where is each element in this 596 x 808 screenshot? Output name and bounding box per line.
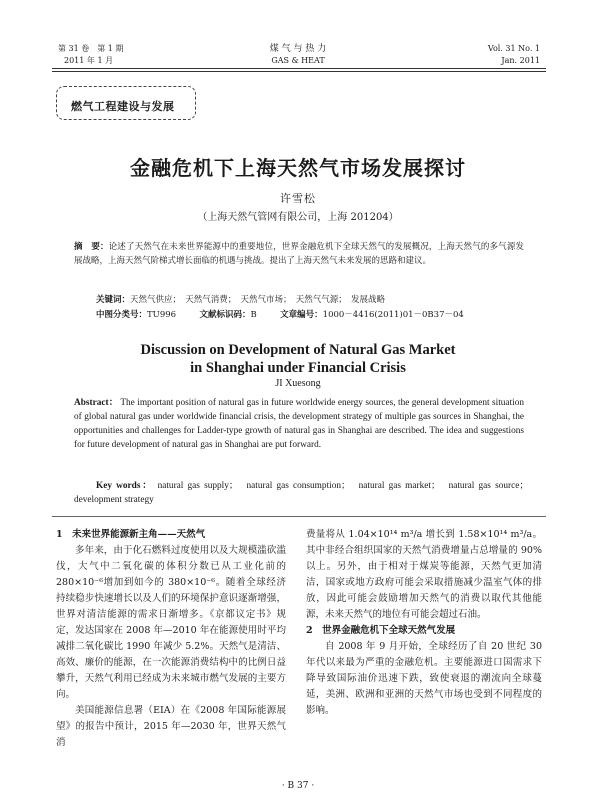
abstract-en-label: Abstract： (74, 398, 119, 408)
article-title-zh: 金融危机下上海天然气市场发展探讨 (130, 156, 466, 180)
doccode-label: 文献标识码： (199, 310, 251, 320)
clc-value: TU996 (147, 310, 177, 320)
header-journal-en: GAS & HEAT (271, 56, 325, 65)
header-rule-bottom (52, 71, 546, 72)
section-1-paragraph-3: 费量将从 1.04×10¹⁴ m³/a 增长到 1.58×10¹⁴ m³/a。其中非经合组织国家的天然气消费增量占总增量的 90%以上。另外，由于相对于煤炭等能源，天然气更加清洁，国家或地方政府可能会采取措施减少温室气体的排放，因此可能会鼓励增加天然气的消费以取代其他能源，未来天然气的地位有可能会超过石油。 (306, 529, 542, 620)
section-2-paragraph-1: 自 2008 年 9 月开始，全球经历了自 20 世纪 30 年代以来最为严重的金融危机。主要能源进口国需求下降导致国际油价迅速下跌，致使衰退的潮流向全球蔓延，美洲、欧洲和亚洲的天然气市场也受到不同程度的影响。 (306, 641, 542, 716)
keywords-en (74, 479, 534, 507)
author-en: JI Xuesong (275, 378, 321, 389)
classification-line (96, 308, 526, 322)
keywords-zh-text: 天然气供应； 天然气消费； 天然气市场； 天然气气源； 发展战略 (130, 295, 386, 305)
articleno-label: 文章编号： (280, 310, 323, 320)
header-volume: 第 31 卷 第 1 期 (58, 44, 124, 53)
affiliation-zh: （上海天然气管网有限公司，上海 201204） (197, 212, 399, 223)
clc-label: 中图分类号： (96, 310, 148, 320)
author-zh: 许雪松 (280, 192, 316, 205)
keywords-en-label: Key words： (96, 481, 154, 491)
header-date: 2011 年 1 月 (64, 56, 114, 65)
keywords-en-text: natural gas supply； natural gas consumption； natural gas market； natural gas source； development strategy (74, 481, 534, 505)
section-1-paragraph-2: 美国能源信息署（EIA）在《2008 年国际能源展望》的报告中预计，2015 年—2030 年，世界天然气消 (56, 705, 286, 748)
body-divider (52, 516, 546, 517)
body-column-right (306, 527, 542, 719)
abstract-zh-label: 摘 要： (74, 242, 109, 252)
abstract-en (74, 396, 524, 452)
abstract-zh-text: 论述了天然气在未来世界能源中的重要地位，世界金融危机下全球天然气的发展概况，上海天然气的多气源发展战略，上海天然气阶梯式增长面临的机遇与挑战。提出了上海天然气未来发展的思路和建议。 (74, 242, 524, 266)
section-tag-label: 燃气工程建设与发展 (71, 100, 175, 113)
page-number: · B 37 · (281, 781, 315, 791)
body-column-left (56, 527, 286, 751)
section-2-heading: 2 世界金融危机下全球天然气发展 (306, 625, 456, 636)
abstract-zh (74, 240, 524, 268)
article-title-en-line1: Discussion on Development of Natural Gas Market (140, 342, 456, 358)
article-title-en-line2: in Shanghai under Financial Crisis (190, 360, 406, 376)
header-rule-top (52, 68, 546, 69)
section-1-paragraph-1: 多年来，由于化石燃料过度使用以及大规模滥砍滥伐，大气中二氧化碳的体积分数已从工业化前的 280×10⁻⁶增加到如今的 380×10⁻⁶。随着全球经济持续稳步快速增长以及人们的环境保护意识逐渐增强，世界对清洁能源的需求日渐增多。《京都议定书》规定，发达国家在 2008 年—2010 年在能源使用时平均减排二氧化碳比 1990 年减少 5.2%。天然气是清洁、高效、廉价的能源，在一次能源消费结构中的比例日益攀升，天然气利用已经成为未来城市燃气发展的主要方向。 (56, 545, 286, 700)
articleno-value: 1000－4416(2011)01－0B37－04 (322, 310, 464, 320)
header-journal-zh: 煤 气 与 热 力 (269, 44, 327, 54)
section-1-heading: 1 未来世界能源新主角——天然气 (56, 529, 206, 540)
keywords-zh-label: 关键词： (96, 295, 131, 305)
header-volume-en: Vol. 31 No. 1 (487, 44, 540, 53)
doccode-value: B (250, 310, 257, 320)
keywords-zh (96, 293, 526, 307)
abstract-en-text: The important position of natural gas in future worldwide energy sources, the general development situation of global natural gas under worldwide financial crisis, the development strategy of multiple gas sources in Shanghai, the opportunities and challenges for Ladder-type growth of natural gas in Shanghai are described. The idea and suggestions for future development of natural gas in Shanghai are put forward. (74, 398, 525, 450)
section-tag (56, 86, 196, 120)
header-date-en: Jan. 2011 (501, 56, 540, 65)
